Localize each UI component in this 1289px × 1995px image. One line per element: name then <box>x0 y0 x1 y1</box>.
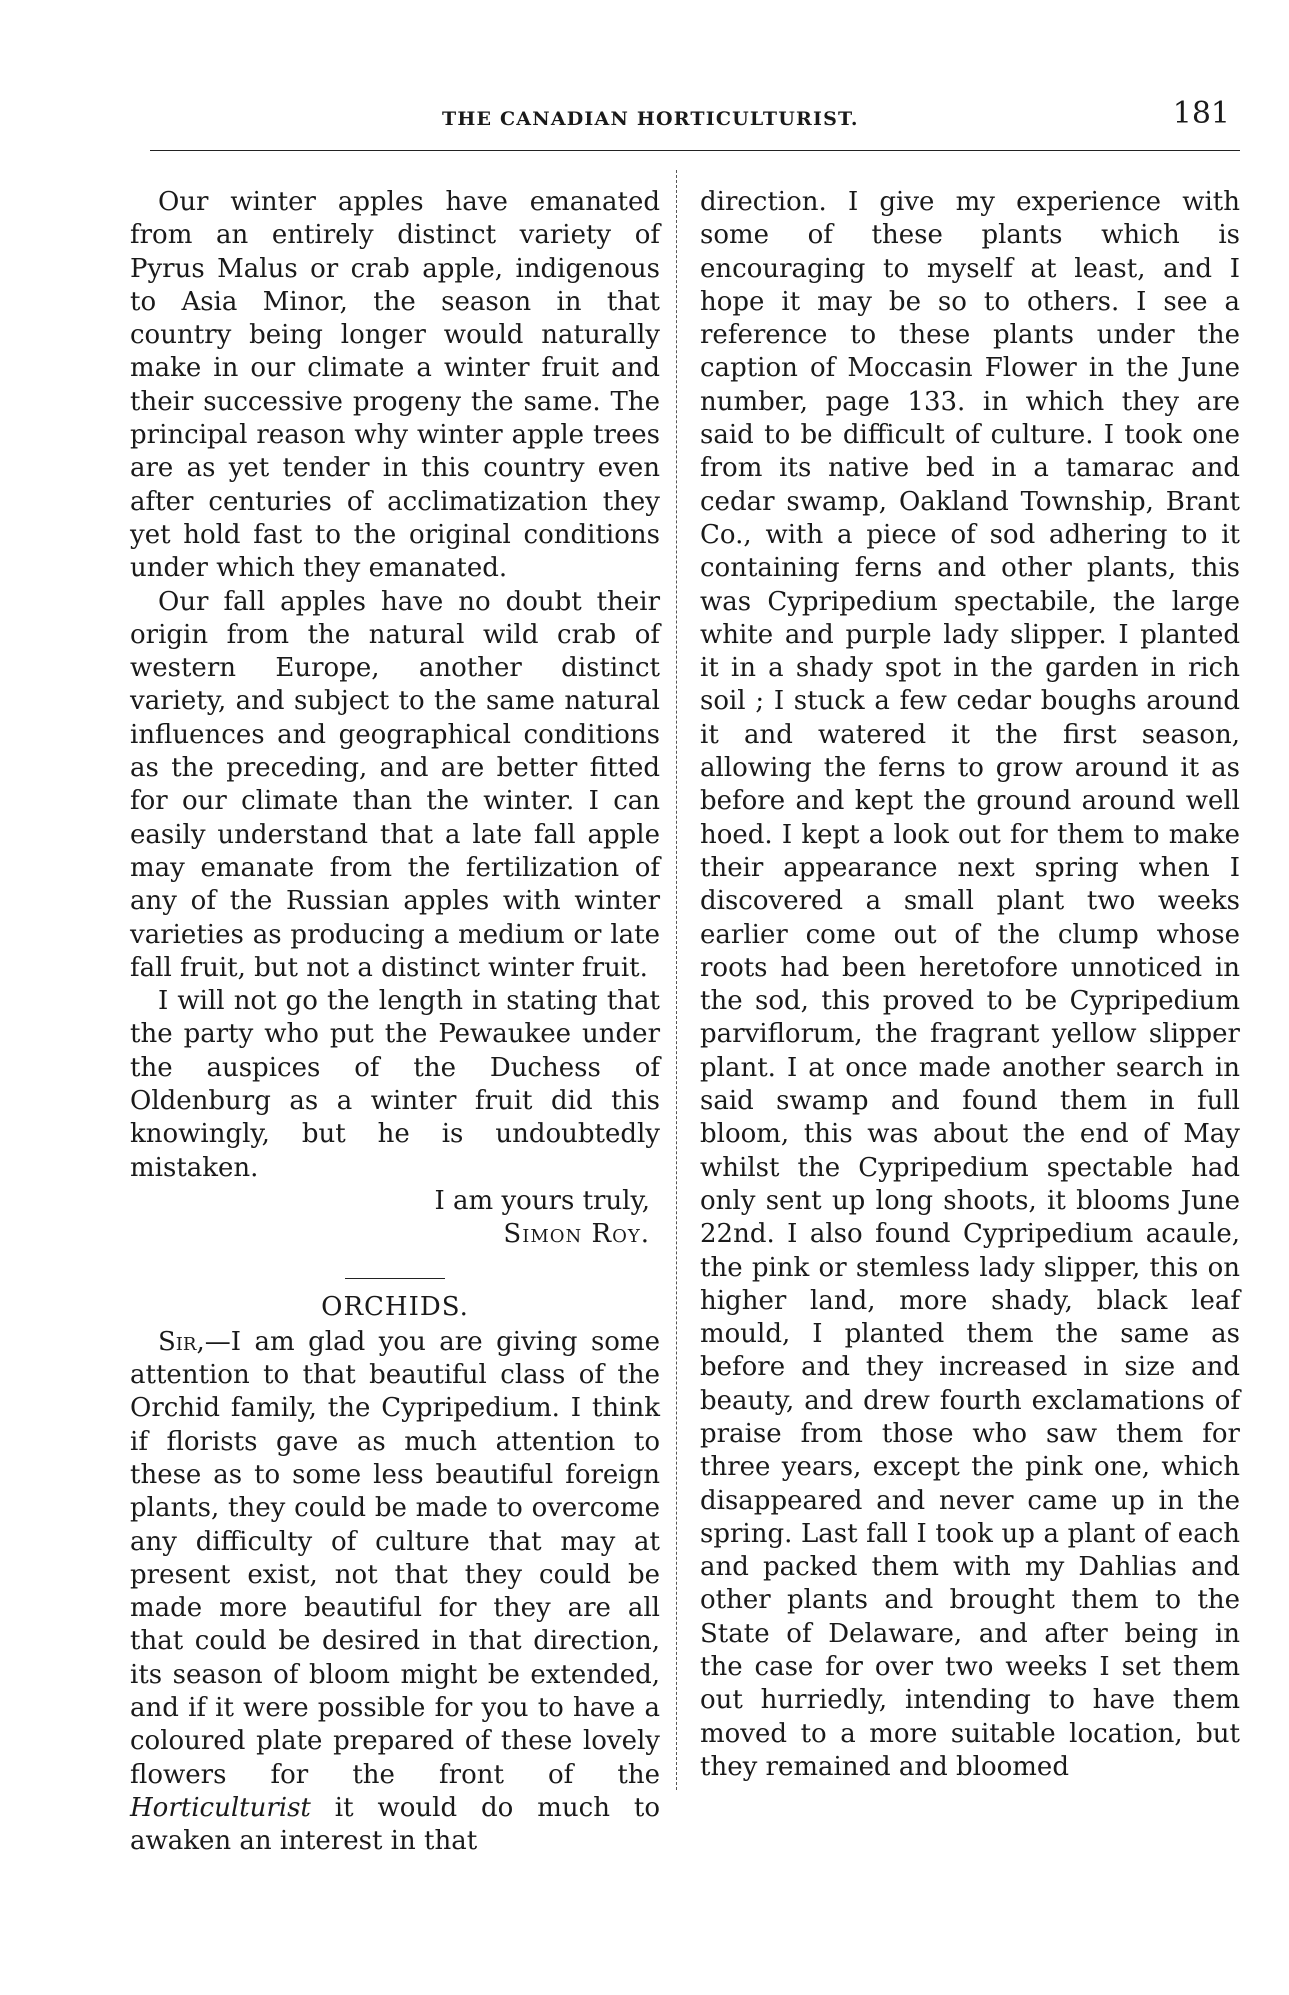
closing-line: I am yours truly, <box>434 1185 650 1216</box>
paragraph-winter-apples: Our winter apples have emanated from an entirely distinct variety of Pyrus Malus or crab apple, indigenous to Asia Minor, the season in that country being longer would naturally make in our climate a winter fruit and their successive progeny the same. The principal reason why winter apple trees are as yet tender in this country even after centuries of acclimatization they yet hold fast to the original conditions under which they emanated. <box>130 187 660 584</box>
section-title-orchids: ORCHIDS. <box>321 1291 469 1322</box>
journal-name: Horticulturist <box>130 1792 311 1823</box>
paragraph-orchids <box>130 1326 660 1859</box>
running-title: THE CANADIAN HORTICULTURIST. <box>442 108 859 130</box>
page-number: 181 <box>1172 96 1230 131</box>
header-rule <box>150 150 1240 151</box>
left-column <box>130 186 660 1859</box>
page-header <box>140 96 1230 140</box>
signature-block <box>130 1218 660 1251</box>
paragraph-fall-apples: Our fall apples have no doubt their origin from the natural wild crab of western Europe, another distinct variety, and subject to the same natural influences and geographical conditions as the preceding, and are better fitted for our climate than the winter. I can easily understand that a late fall apple may emanate from the fertilization of any of the Russian apples with winter varieties as producing a medium or late fall fruit, but not a distinct winter fruit. <box>130 586 660 983</box>
signature: Simon Roy. <box>503 1219 650 1250</box>
right-column <box>700 186 1240 1784</box>
orchids-text: —I am glad you are giving some attention to that beautiful class of the Orchid family, the Cypripedium. I think if florists gave as much attention to these as to some less beautiful foreign plants, they could be made to overcome any difficulty of culture that may at present exist, not that they could be made more beautiful for they are all that could be desired in that direction, its season of bloom might be extended, and if it were possible for you to have a coloured plate prepared of these lovely flowers for the front of the <box>130 1326 660 1790</box>
section-divider <box>345 1278 445 1279</box>
salutation: Sir, <box>158 1326 205 1357</box>
paragraph-pewaukee: I will not go the length in stating that the party who put the Pewaukee under the auspices of the Duchess of Oldenburg as a winter fruit did this knowingly, but he is undoubtedly mistaken. <box>130 986 660 1183</box>
orchids-text-end: it would do much to awaken an interest in that <box>130 1792 660 1857</box>
column-divider <box>676 170 677 1790</box>
paragraph-cypripedium-experience: direction. I give my experience with some of these plants which is encouraging to myself at least, and I hope it may be so to others. I see a reference to these plants under the caption of Moccasin Flower in the June number, page 133. in which they are said to be difficult of culture. I took one from its native bed in a tamarac and cedar swamp, Oakland Township, Brant Co., with a piece of sod adhering to it containing ferns and other plants, this was Cypripedium spectabile, the large white and purple lady slipper. I planted it in a shady spot in the garden in rich soil ; I stuck a few cedar boughs around it and watered it the first season, allowing the ferns to grow around it as before and kept the ground around well hoed. I kept a look out for them to make their appearance next spring when I discovered a small plant two weeks earlier come out of the clump whose roots had been heretofore unnoticed in the sod, this proved to be Cypripedium parviflorum, the fragrant yellow slipper plant. I at once made another search in said swamp and found them in full bloom, this was about the end of May whilst the Cypripedium spectable had only sent up long shoots, it blooms June 22nd. I also found Cypripedium acaule, the pink or stemless lady slipper, this on higher land, more shady, black leaf mould, I planted them the same as before and they increased in size and beauty, and drew fourth exclamations of praise from those who saw them for three years, except the pink one, which disappeared and never came up in the spring. Last fall I took up a plant of each and packed them with my Dahlias and other plants and brought them to the State of Delaware, and after being in the case for over two weeks I set them out hurriedly, intending to have them moved to a more suitable location, but they remained and bloomed <box>700 187 1240 1782</box>
